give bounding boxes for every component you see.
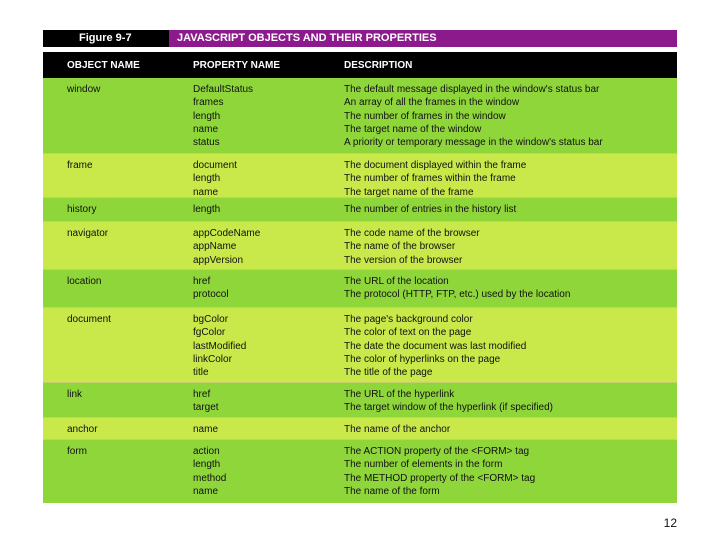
property-name: href [193,276,211,287]
description-text: The protocol (HTTP, FTP, etc.) used by the location [344,289,571,301]
description-text: The name of the browser [344,241,456,253]
description-cell [344,227,677,269]
property-name: appVersion [193,254,244,266]
property-name: DefaultStatus [193,84,254,95]
description-text: The number of frames within the frame [344,173,516,185]
table-row [43,382,677,417]
table-row [43,78,677,153]
property-name: title [193,367,209,379]
property-name: href [193,389,211,400]
table-row [43,197,677,221]
object-name-cell: location [67,276,102,287]
description-text: The target name of the frame [344,186,474,198]
property-name: name [193,485,219,497]
property-name-cell [193,83,344,153]
property-name: method [193,472,227,484]
table-header [43,52,677,78]
property-name: length [193,459,221,471]
description-text: The URL of the hyperlink [344,389,455,400]
property-name: document [193,160,237,171]
property-name-cell [193,227,344,269]
object-name-cell: link [67,389,83,400]
description-text: The name of the anchor [344,424,451,435]
description-cell [344,275,677,307]
description-text: The ACTION property of the <FORM> tag [344,446,530,457]
property-name: linkColor [193,353,232,365]
property-name: name [193,424,219,435]
figure-label: Figure 9-7 [43,30,169,47]
description-cell [344,203,677,221]
description-cell [344,388,677,417]
table-body [43,78,677,503]
properties-table [43,52,677,503]
object-name-cell: window [67,84,101,95]
description-text: The document displayed within the frame [344,160,527,171]
property-name-cell [193,445,344,503]
description-text: The date the document was last modified [344,340,527,352]
description-text: The number of frames in the window [344,110,506,122]
description-cell [344,445,677,503]
property-name: frames [193,97,224,109]
description-text: The name of the form [344,485,440,497]
figure-title-bar [43,30,677,47]
table-row [43,221,677,269]
table-row [43,153,677,197]
description-text: The page's background color [344,314,473,325]
description-text: The target name of the window [344,123,482,135]
figure-title: JAVASCRIPT OBJECTS AND THEIR PROPERTIES [169,30,677,47]
property-name: appName [193,241,237,253]
property-name: lastModified [193,340,247,352]
description-cell [344,83,677,153]
property-name: name [193,123,219,135]
property-name: fgColor [193,327,226,339]
object-name-cell: history [67,204,97,215]
property-name-cell [193,159,344,197]
property-name-cell [193,423,344,439]
property-name: length [193,204,221,215]
description-text: The title of the page [344,367,433,379]
header-object-name: OBJECT NAME [67,59,140,71]
property-name-cell [193,388,344,417]
property-name: target [193,402,219,414]
description-text: The color of text on the page [344,327,472,339]
object-name-cell: document [67,314,111,325]
object-name-cell: navigator [67,228,109,239]
description-text: The default message displayed in the window's status bar [344,84,600,95]
description-text: A priority or temporary message in the window's status bar [344,137,603,149]
table-row [43,307,677,382]
description-cell [344,313,677,382]
property-name: bgColor [193,314,229,325]
property-name: length [193,110,221,122]
description-cell [344,423,677,439]
description-text: The METHOD property of the <FORM> tag [344,472,536,484]
property-name: protocol [193,289,229,301]
object-name-cell: form [67,446,87,457]
description-text: The version of the browser [344,254,463,266]
description-text: The color of hyperlinks on the page [344,353,501,365]
table-row [43,417,677,439]
property-name: length [193,173,221,185]
object-name-cell: anchor [67,424,98,435]
property-name: name [193,186,219,198]
property-name-cell [193,313,344,382]
description-text: The number of entries in the history list [344,204,517,215]
property-name: status [193,137,220,149]
object-name-cell: frame [67,160,93,171]
table-row [43,269,677,307]
header-property-name: PROPERTY NAME [193,59,281,71]
description-text: The number of elements in the form [344,459,503,471]
page-number: 12 [663,516,677,530]
header-description: DESCRIPTION [344,59,413,71]
property-name-cell [193,275,344,307]
property-name-cell [193,203,344,221]
description-text: The URL of the location [344,276,449,287]
description-text: The target window of the hyperlink (if specified) [344,402,553,414]
description-text: An array of all the frames in the window [344,97,520,109]
property-name: appCodeName [193,228,261,239]
description-cell [344,159,677,197]
property-name: action [193,446,220,457]
description-text: The code name of the browser [344,228,480,239]
table-row [43,439,677,503]
